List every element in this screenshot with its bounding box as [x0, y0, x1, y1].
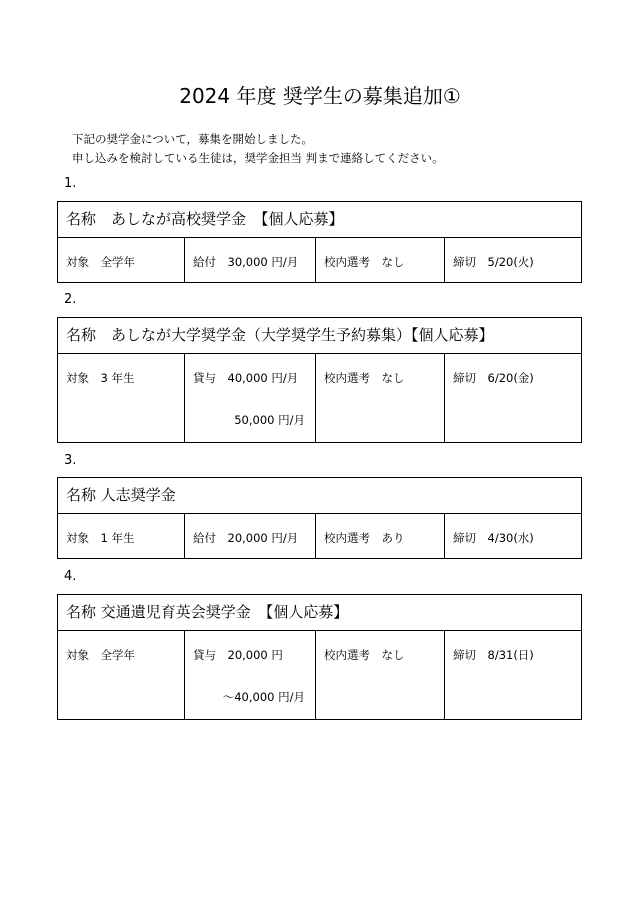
deadline-cell: 締切 6/20(金)	[453, 371, 534, 385]
section-number-4: 4.	[64, 569, 77, 584]
selection-cell: 校内選考 あり	[316, 514, 445, 558]
deadline-cell: 締切 5/20(火)	[453, 255, 534, 269]
scholarship-details-2	[58, 354, 581, 442]
deadline-cell: 締切 8/31(日)	[453, 648, 534, 662]
scholarship-name-2: 名称 あしなが大学奨学金（大学奨学生予約募集）【個人応募】	[58, 318, 581, 354]
scholarship-name-1: 名称 あしなが高校奨学金 【個人応募】	[58, 202, 581, 238]
selection-cell: 校内選考 なし	[316, 238, 445, 282]
amount-cell	[185, 354, 316, 442]
scholarship-table-2	[57, 317, 582, 443]
deadline-cell: 締切 4/30(水)	[453, 531, 534, 545]
amount-cell: 給付 20,000 円/月	[185, 514, 316, 558]
selection-cell: 校内選考 なし	[316, 354, 445, 442]
target-cell: 対象 1 年生	[58, 514, 185, 558]
target-cell: 対象 3 年生	[58, 354, 185, 442]
amount-line-2: 50,000 円/月	[234, 413, 305, 427]
scholarship-details-3	[58, 514, 581, 558]
selection-cell: 校内選考 なし	[316, 631, 445, 719]
scholarship-table-4	[57, 594, 582, 720]
intro-line-1: 下記の奨学金について，募集を開始しました。	[72, 132, 314, 146]
amount-line-2: ～40,000 円/月	[222, 690, 305, 704]
scholarship-table-1	[57, 201, 582, 283]
section-number-1: 1.	[64, 176, 77, 191]
scholarship-table-3	[57, 477, 582, 559]
section-number-2: 2.	[64, 292, 77, 307]
amount-line-1: 貸与 20,000 円	[193, 648, 283, 662]
target-cell: 対象 全学年	[58, 238, 185, 282]
amount-cell	[185, 631, 316, 719]
intro-line-2: 申し込みを検討している生徒は，奨学金担当 判まで連絡してください。	[72, 151, 444, 165]
amount-line-1: 貸与 40,000 円/月	[193, 371, 299, 385]
scholarship-details-1	[58, 238, 581, 282]
scholarship-details-4	[58, 631, 581, 719]
section-number-3: 3.	[64, 453, 77, 468]
target-cell: 対象 全学年	[58, 631, 185, 719]
scholarship-name-3: 名称 人志奨学金	[58, 478, 581, 514]
amount-cell: 給付 30,000 円/月	[185, 238, 316, 282]
page-title: 2024 年度 奨学生の募集追加①	[179, 84, 461, 108]
scholarship-name-4: 名称 交通遺児育英会奨学金 【個人応募】	[58, 595, 581, 631]
